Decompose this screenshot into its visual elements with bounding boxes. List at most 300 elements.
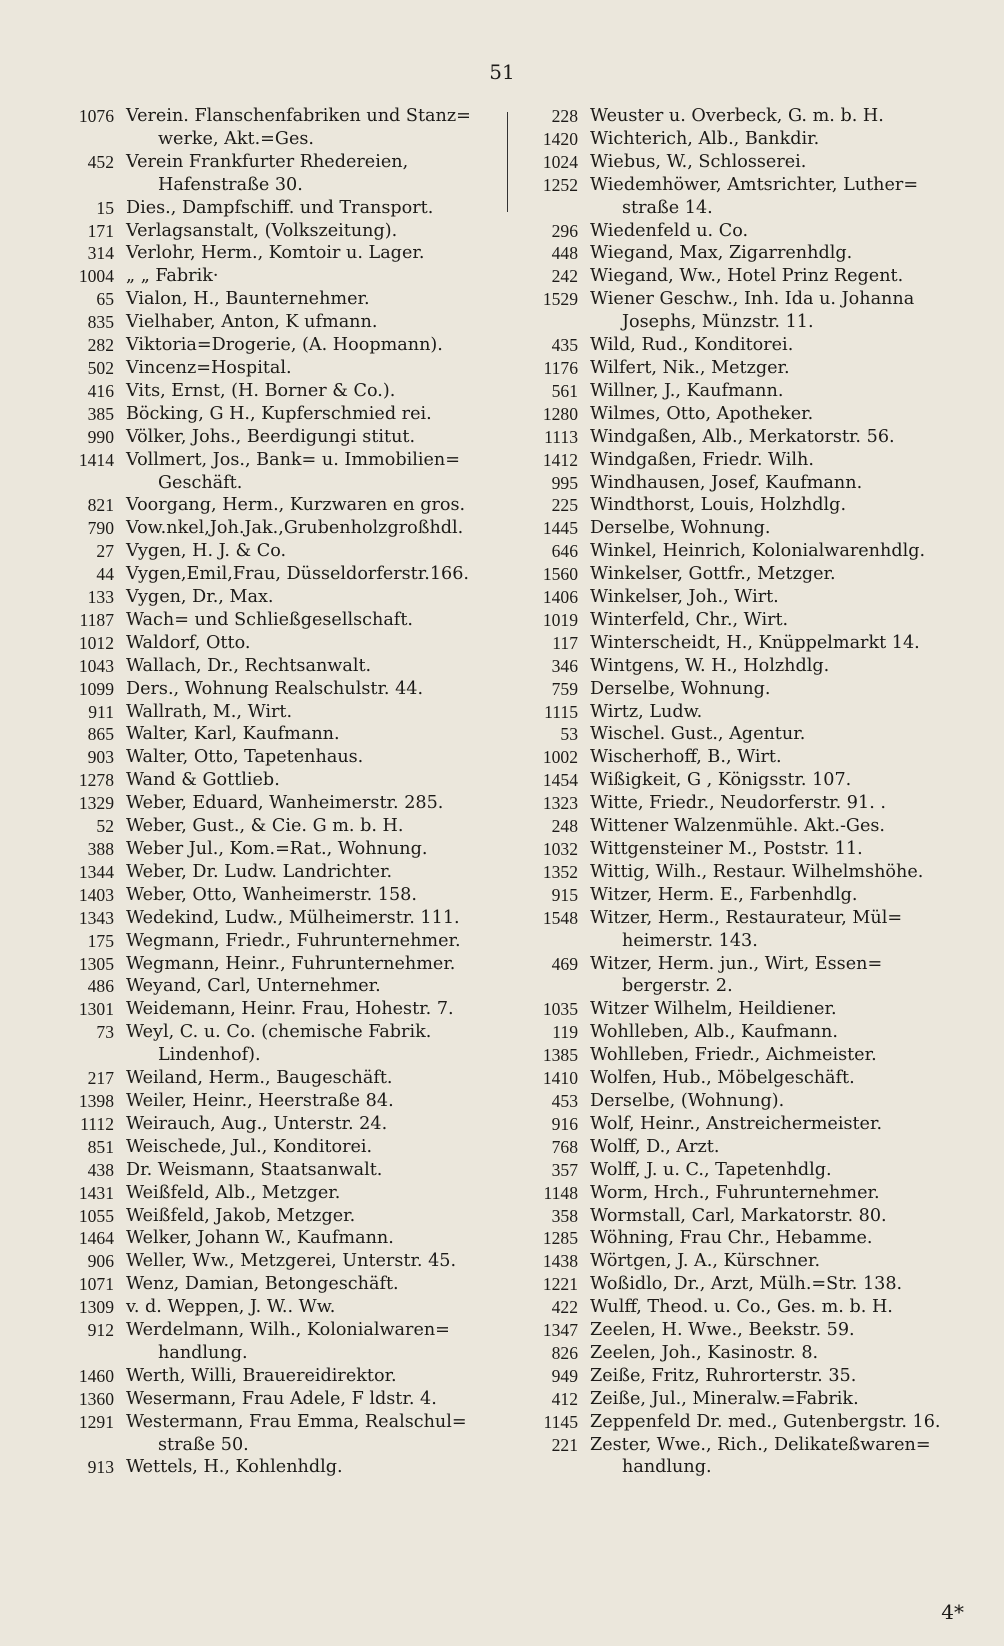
entry-number: 171 <box>87 220 114 241</box>
directory-entry <box>518 609 988 632</box>
entry-number: 903 <box>87 747 114 768</box>
entry-text: Vygen, Dr., Max. <box>126 587 274 608</box>
entry-number: 1012 <box>78 632 114 653</box>
directory-entry <box>518 494 988 517</box>
directory-entry <box>518 472 988 495</box>
directory-entry <box>518 265 988 288</box>
directory-entry <box>54 1113 500 1136</box>
entry-continuation: Hafenstraße 30. <box>158 174 303 195</box>
directory-entry <box>518 1136 988 1159</box>
entry-number: 995 <box>551 472 578 493</box>
directory-entry <box>54 723 500 746</box>
directory-entry <box>518 1205 988 1228</box>
entry-number: 1323 <box>542 793 578 814</box>
entry-text: Wulff, Theod. u. Co., Ges. m. b. H. <box>590 1297 893 1318</box>
entry-number: 561 <box>551 380 578 401</box>
right-column <box>518 105 988 1479</box>
directory-entry <box>518 242 988 265</box>
directory-entry <box>518 884 988 907</box>
entry-text: Derselbe, Wohnung. <box>590 678 771 699</box>
entry-number: 358 <box>551 1205 578 1226</box>
entry-text: Wild, Rud., Konditorei. <box>590 335 794 356</box>
entry-text: Dies., Dampfschiff. und Transport. <box>126 197 434 218</box>
entry-number: 1004 <box>78 266 114 287</box>
entry-number: 1035 <box>542 999 578 1020</box>
entry-number: 1398 <box>78 1090 114 1111</box>
directory-entry <box>518 1434 988 1480</box>
directory-entry <box>54 998 500 1021</box>
entry-number: 1301 <box>78 999 114 1020</box>
entry-text: Wohlleben, Alb., Kaufmann. <box>590 1022 838 1043</box>
entry-text: Weber, Eduard, Wanheimerstr. 285. <box>126 793 444 814</box>
entry-number: 175 <box>87 930 114 951</box>
entry-number: 915 <box>551 884 578 905</box>
entry-number: 416 <box>87 380 114 401</box>
directory-entry <box>54 930 500 953</box>
entry-number: 1410 <box>542 1068 578 1089</box>
entry-text: Weißfeld, Jakob, Metzger. <box>126 1205 356 1226</box>
directory-entry <box>54 1159 500 1182</box>
entry-text: Weiler, Heinr., Heerstraße 84. <box>126 1090 394 1111</box>
entry-text: Vollmert, Jos., Bank= u. Immobilien= <box>126 449 460 470</box>
entry-number: 1055 <box>78 1205 114 1226</box>
directory-entry <box>518 426 988 449</box>
directory-entry <box>518 838 988 861</box>
directory-entry <box>54 197 500 220</box>
entry-number: 385 <box>87 403 114 424</box>
directory-entry <box>518 1113 988 1136</box>
entry-number: 452 <box>87 151 114 172</box>
entry-number: 759 <box>551 678 578 699</box>
entry-continuation: handlung. <box>158 1342 248 1363</box>
entry-number: 117 <box>552 632 578 653</box>
directory-entry <box>518 1250 988 1273</box>
directory-entry <box>518 907 988 953</box>
directory-entry <box>54 242 500 265</box>
signature-mark: 4* <box>941 1600 964 1624</box>
entry-number: 1076 <box>78 106 114 126</box>
entry-number: 1187 <box>79 609 114 630</box>
entry-number: 1360 <box>78 1388 114 1409</box>
entry-number: 1148 <box>543 1182 578 1203</box>
entry-number: 228 <box>551 106 578 126</box>
entry-text: Walter, Otto, Tapetenhaus. <box>126 747 364 768</box>
entry-text: Winkelser, Joh., Wirt. <box>590 587 779 608</box>
entry-number: 44 <box>96 564 114 585</box>
entry-text: Wöhning, Frau Chr., Hebamme. <box>590 1228 873 1249</box>
entry-text: Vygen,Emil,Frau, Düsseldorferstr.166. <box>126 564 469 585</box>
directory-entry <box>518 1044 988 1067</box>
entry-number: 346 <box>551 655 578 676</box>
entry-number: 1278 <box>78 770 114 791</box>
entry-number: 1285 <box>542 1228 578 1249</box>
entry-number: 1305 <box>78 953 114 974</box>
entry-number: 1024 <box>542 151 578 172</box>
entry-number: 217 <box>87 1068 114 1089</box>
entry-number: 790 <box>87 518 114 539</box>
entry-number: 1280 <box>542 403 578 424</box>
directory-entry <box>54 540 500 563</box>
entry-number: 296 <box>551 220 578 241</box>
entry-text: Wallrath, M., Wirt. <box>126 701 293 722</box>
directory-entry <box>518 1159 988 1182</box>
entry-number: 1309 <box>78 1297 114 1318</box>
directory-entry <box>54 1388 500 1411</box>
entry-number: 1176 <box>543 357 578 378</box>
entry-text: Weyand, Carl, Unternehmer. <box>126 976 381 997</box>
entry-text: Wittener Walzenmühle. Akt.-Ges. <box>590 816 886 837</box>
directory-entry <box>54 1227 500 1250</box>
directory-entry <box>518 1227 988 1250</box>
entry-text: Wischerhoff, B., Wirt. <box>590 747 782 768</box>
entry-text: Vialon, H., Baunternehmer. <box>126 289 370 310</box>
entry-number: 949 <box>551 1365 578 1386</box>
directory-entry <box>54 746 500 769</box>
directory-entry <box>518 1090 988 1113</box>
entry-text: Wiegand, Ww., Hotel Prinz Regent. <box>590 266 904 287</box>
entry-text: Wirtz, Ludw. <box>590 701 703 722</box>
entry-text: Witzer, Herm. E., Farbenhdlg. <box>590 884 858 905</box>
directory-entry <box>54 701 500 724</box>
directory-entry <box>54 815 500 838</box>
directory-entry <box>518 517 988 540</box>
directory-entry <box>518 1342 988 1365</box>
directory-entry <box>518 792 988 815</box>
entry-number: 911 <box>88 701 114 722</box>
entry-number: 314 <box>87 243 114 264</box>
entry-text: Wach= und Schließgesellschaft. <box>126 609 413 630</box>
entry-text: Witzer Wilhelm, Heildiener. <box>590 999 837 1020</box>
entry-text: Wichterich, Alb., Bankdir. <box>590 128 820 149</box>
entry-text: Wolfen, Hub., Möbelgeschäft. <box>590 1068 855 1089</box>
entry-text: v. d. Weppen, J. W.. Ww. <box>126 1297 336 1318</box>
entry-text: Wiener Geschw., Inh. Ida u. Johanna <box>590 289 915 310</box>
directory-entry <box>54 1182 500 1205</box>
entry-number: 1420 <box>542 128 578 149</box>
entry-number: 438 <box>87 1159 114 1180</box>
directory-entry <box>54 1250 500 1273</box>
entry-number: 248 <box>551 816 578 837</box>
entry-continuation: straße 14. <box>622 197 713 218</box>
entry-number: 1464 <box>78 1228 114 1249</box>
directory-entry <box>54 632 500 655</box>
directory-entry <box>54 105 500 151</box>
directory-entry <box>54 609 500 632</box>
entry-number: 1352 <box>542 861 578 882</box>
directory-entry <box>518 1365 988 1388</box>
entry-number: 1019 <box>542 609 578 630</box>
directory-entry <box>54 1319 500 1365</box>
entry-number: 906 <box>87 1251 114 1272</box>
page-number: 51 <box>489 60 515 84</box>
entry-number: 1414 <box>78 449 114 470</box>
entry-text: Willner, J., Kaufmann. <box>590 380 784 401</box>
entry-number: 1071 <box>78 1274 114 1295</box>
entry-text: Weiland, Herm., Baugeschäft. <box>126 1068 393 1089</box>
entry-text: Winterfeld, Chr., Wirt. <box>590 609 789 630</box>
entry-number: 1454 <box>542 770 578 791</box>
entry-number: 1344 <box>78 861 114 882</box>
entry-text: Böcking, G H., Kupferschmied rei. <box>126 403 432 424</box>
entry-text: Dr. Weismann, Staatsanwalt. <box>126 1159 383 1180</box>
entry-text: Welker, Johann W., Kaufmann. <box>126 1228 394 1249</box>
entry-number: 1406 <box>542 587 578 608</box>
entry-number: 1112 <box>80 1113 114 1134</box>
entry-number: 486 <box>87 976 114 997</box>
entry-text: Wettels, H., Kohlenhdlg. <box>126 1457 343 1478</box>
entry-text: Woßidlo, Dr., Arzt, Mülh.=Str. 138. <box>590 1274 903 1295</box>
entry-text: Weber, Dr. Ludw. Landrichter. <box>126 861 393 882</box>
entry-number: 502 <box>87 357 114 378</box>
directory-entry <box>54 334 500 357</box>
entry-number: 1431 <box>78 1182 114 1203</box>
entry-number: 1548 <box>542 907 578 928</box>
entry-text: Wolff, D., Arzt. <box>590 1136 720 1157</box>
entry-text: Vygen, H. J. & Co. <box>126 541 287 562</box>
entry-text: Derselbe, Wohnung. <box>590 518 771 539</box>
entry-text: Weber, Gust., & Cie. G m. b. H. <box>126 816 404 837</box>
directory-entry <box>518 632 988 655</box>
directory-entry <box>54 861 500 884</box>
directory-entry <box>518 151 988 174</box>
entry-number: 242 <box>551 266 578 287</box>
entry-text: Wiebus, W., Schlosserei. <box>590 151 807 172</box>
entry-text: „ „ Fabrik· <box>126 266 219 287</box>
entry-number: 1329 <box>78 793 114 814</box>
entry-number: 52 <box>96 816 114 837</box>
entry-number: 282 <box>87 335 114 356</box>
entry-continuation: heimerstr. 143. <box>622 930 758 951</box>
entry-number: 1291 <box>78 1411 114 1432</box>
directory-entry <box>518 288 988 334</box>
entry-text: Wesermann, Frau Adele, F ldstr. 4. <box>126 1388 437 1409</box>
entry-text: Witzer, Herm. jun., Wirt, Essen= <box>590 953 883 974</box>
entry-text: Werdelmann, Wilh., Kolonialwaren= <box>126 1320 450 1341</box>
entry-text: Wenz, Damian, Betongeschäft. <box>126 1274 399 1295</box>
entry-number: 225 <box>551 495 578 516</box>
entry-text: Zester, Wwe., Rich., Delikateßwaren= <box>590 1434 931 1455</box>
entry-text: Wohlleben, Friedr., Aichmeister. <box>590 1045 877 1066</box>
directory-entry <box>54 220 500 243</box>
entry-text: Weischede, Jul., Konditorei. <box>126 1136 373 1157</box>
entry-number: 821 <box>87 495 114 516</box>
entry-continuation: bergerstr. 2. <box>622 976 733 997</box>
entry-text: Weber Jul., Kom.=Rat., Wohnung. <box>126 839 428 859</box>
entry-number: 916 <box>551 1113 578 1134</box>
entry-number: 1043 <box>78 655 114 676</box>
entry-number: 412 <box>551 1388 578 1409</box>
directory-entry <box>54 151 500 197</box>
entry-text: Winterscheidt, H., Knüppelmarkt 14. <box>590 632 920 653</box>
entry-text: Verein Frankfurter Rhedereien, <box>126 151 409 172</box>
entry-number: 768 <box>551 1136 578 1157</box>
directory-entry <box>54 1411 500 1457</box>
entry-text: Zeelen, H. Wwe., Beekstr. 59. <box>590 1320 855 1341</box>
entry-text: Winkel, Heinrich, Kolonialwarenhdlg. <box>590 541 926 562</box>
directory-entry <box>518 953 988 999</box>
directory-entry <box>54 517 500 540</box>
directory-entry <box>54 975 500 998</box>
entry-text: Wintgens, W. H., Holzhdlg. <box>590 655 830 676</box>
entry-number: 1529 <box>542 289 578 310</box>
directory-entry <box>518 1319 988 1342</box>
entry-number: 453 <box>551 1090 578 1111</box>
entry-number: 990 <box>87 426 114 447</box>
entry-text: Windhausen, Josef, Kaufmann. <box>590 472 863 493</box>
entry-text: Winkelser, Gottfr., Metzger. <box>590 564 836 585</box>
directory-entry <box>54 449 500 495</box>
directory-entry <box>54 1021 500 1067</box>
entry-text: Werth, Willi, Brauereidirektor. <box>126 1365 397 1386</box>
entry-text: Weidemann, Heinr. Frau, Hohestr. 7. <box>126 999 454 1020</box>
entry-number: 1002 <box>542 747 578 768</box>
directory-entry <box>54 357 500 380</box>
entry-text: Weyl, C. u. Co. (chemische Fabrik. <box>126 1022 432 1043</box>
entry-text: Weber, Otto, Wanheimerstr. 158. <box>126 884 417 905</box>
directory-entry <box>54 884 500 907</box>
entry-text: Wallach, Dr., Rechtsanwalt. <box>126 655 372 676</box>
left-column <box>54 105 500 1479</box>
entry-number: 435 <box>551 335 578 356</box>
directory-entry <box>518 1021 988 1044</box>
entry-text: Worm, Hrch., Fuhrunternehmer. <box>590 1182 880 1203</box>
directory-entry <box>54 769 500 792</box>
entry-number: 826 <box>551 1342 578 1363</box>
directory-entry <box>54 792 500 815</box>
entry-text: Vow.nkel,Joh.Jak.,Grubenholzgroßhdl. <box>126 518 464 539</box>
entry-number: 1115 <box>544 701 578 722</box>
directory-entry <box>54 678 500 701</box>
entry-text: Windthorst, Louis, Holzhdlg. <box>590 495 847 516</box>
entry-text: Derselbe, (Wohnung). <box>590 1090 785 1111</box>
entry-number: 1221 <box>542 1274 578 1295</box>
directory-entry <box>54 586 500 609</box>
directory-entry <box>518 1296 988 1319</box>
entry-text: Wormstall, Carl, Markatorstr. 80. <box>590 1205 887 1226</box>
entry-text: Wischel. Gust., Agentur. <box>590 724 806 745</box>
entry-text: Waldorf, Otto. <box>126 632 251 653</box>
entry-number: 1385 <box>542 1045 578 1066</box>
entry-text: Wiedenfeld u. Co. <box>590 220 749 241</box>
entry-number: 1460 <box>78 1365 114 1386</box>
entry-number: 1438 <box>542 1251 578 1272</box>
entry-number: 65 <box>96 289 114 310</box>
directory-entry <box>518 380 988 403</box>
directory-entry <box>54 380 500 403</box>
entry-number: 15 <box>96 197 114 218</box>
column-divider <box>507 112 508 212</box>
directory-entry <box>54 655 500 678</box>
entry-continuation: straße 50. <box>158 1434 249 1455</box>
directory-entry <box>54 838 500 861</box>
entry-number: 1113 <box>544 426 578 447</box>
entry-text: Wißigkeit, G , Königsstr. 107. <box>590 770 852 791</box>
entry-number: 1347 <box>542 1320 578 1341</box>
directory-entry <box>518 861 988 884</box>
directory-entry <box>518 1411 988 1434</box>
entry-text: Witzer, Herm., Restaurateur, Mül= <box>590 907 903 928</box>
entry-text: Wolff, J. u. C., Tapetenhdlg. <box>590 1159 832 1180</box>
entry-number: 1343 <box>78 907 114 928</box>
directory-entry <box>54 311 500 334</box>
entry-text: Wiegand, Max, Zigarrenhdlg. <box>590 243 853 264</box>
directory-entry <box>54 953 500 976</box>
entry-text: Zeelen, Joh., Kasinostr. 8. <box>590 1342 819 1363</box>
directory-entry <box>54 403 500 426</box>
entry-text: Wedekind, Ludw., Mülheimerstr. 111. <box>126 907 460 928</box>
directory-entry <box>518 174 988 220</box>
entry-number: 851 <box>87 1136 114 1157</box>
entry-number: 1252 <box>542 174 578 195</box>
entry-text: Ders., Wohnung Realschulstr. 44. <box>126 678 424 699</box>
entry-text: Wegmann, Heinr., Fuhrunternehmer. <box>126 953 456 974</box>
directory-entry <box>518 998 988 1021</box>
directory-entry <box>518 220 988 243</box>
entry-text: Wegmann, Friedr., Fuhrunternehmer. <box>126 930 461 951</box>
entry-text: Voorgang, Herm., Kurzwaren en gros. <box>126 495 466 516</box>
entry-number: 1032 <box>542 839 578 859</box>
entry-number: 133 <box>87 587 114 608</box>
directory-entry <box>518 105 988 128</box>
entry-continuation: Josephs, Münzstr. 11. <box>622 312 814 333</box>
directory-entry <box>54 1296 500 1319</box>
directory-entry <box>54 288 500 311</box>
entry-text: Zeppenfeld Dr. med., Gutenbergstr. 16. <box>590 1411 941 1432</box>
entry-number: 422 <box>551 1297 578 1318</box>
entry-continuation: handlung. <box>622 1457 712 1478</box>
entry-continuation: werke, Akt.=Ges. <box>158 128 314 149</box>
directory-entry <box>54 1090 500 1113</box>
entry-text: Zeiße, Fritz, Ruhrorterstr. 35. <box>590 1365 857 1386</box>
directory-entry <box>54 1456 500 1479</box>
entry-text: Verlagsanstalt, (Volkszeitung). <box>126 220 398 241</box>
entry-number: 388 <box>87 839 114 859</box>
entry-text: Wittig, Wilh., Restaur. Wilhelmshöhe. <box>590 861 924 882</box>
entry-number: 646 <box>551 541 578 562</box>
entry-number: 53 <box>560 724 578 745</box>
directory-entry <box>54 1273 500 1296</box>
directory-entry <box>518 655 988 678</box>
entry-text: Windgaßen, Friedr. Wilh. <box>590 449 814 470</box>
directory-entry <box>54 426 500 449</box>
entry-text: Weller, Ww., Metzgerei, Unterstr. 45. <box>126 1251 457 1272</box>
directory-entry <box>54 494 500 517</box>
directory-entry <box>518 1067 988 1090</box>
directory-entry <box>54 1136 500 1159</box>
directory-entry <box>518 449 988 472</box>
entry-number: 448 <box>551 243 578 264</box>
entry-number: 1403 <box>78 884 114 905</box>
entry-number: 73 <box>96 1022 114 1043</box>
entry-number: 1145 <box>543 1411 578 1432</box>
directory-entry <box>518 1273 988 1296</box>
entry-text: Vincenz=Hospital. <box>126 357 292 378</box>
entry-text: Weirauch, Aug., Unterstr. 24. <box>126 1113 388 1134</box>
directory-entry <box>518 334 988 357</box>
directory-entry <box>54 1365 500 1388</box>
directory-entry <box>518 1388 988 1411</box>
entry-text: Wiedemhöwer, Amtsrichter, Luther= <box>590 174 919 195</box>
directory-entry <box>54 1205 500 1228</box>
entry-number: 1560 <box>542 564 578 585</box>
directory-entry <box>518 746 988 769</box>
entry-text: Zeiße, Jul., Mineralw.=Fabrik. <box>590 1388 859 1409</box>
entry-number: 221 <box>551 1434 578 1455</box>
entry-text: Vits, Ernst, (H. Borner & Co.). <box>126 380 396 401</box>
entry-number: 865 <box>87 724 114 745</box>
entry-text: Weißfeld, Alb., Metzger. <box>126 1182 341 1203</box>
directory-entry <box>518 723 988 746</box>
